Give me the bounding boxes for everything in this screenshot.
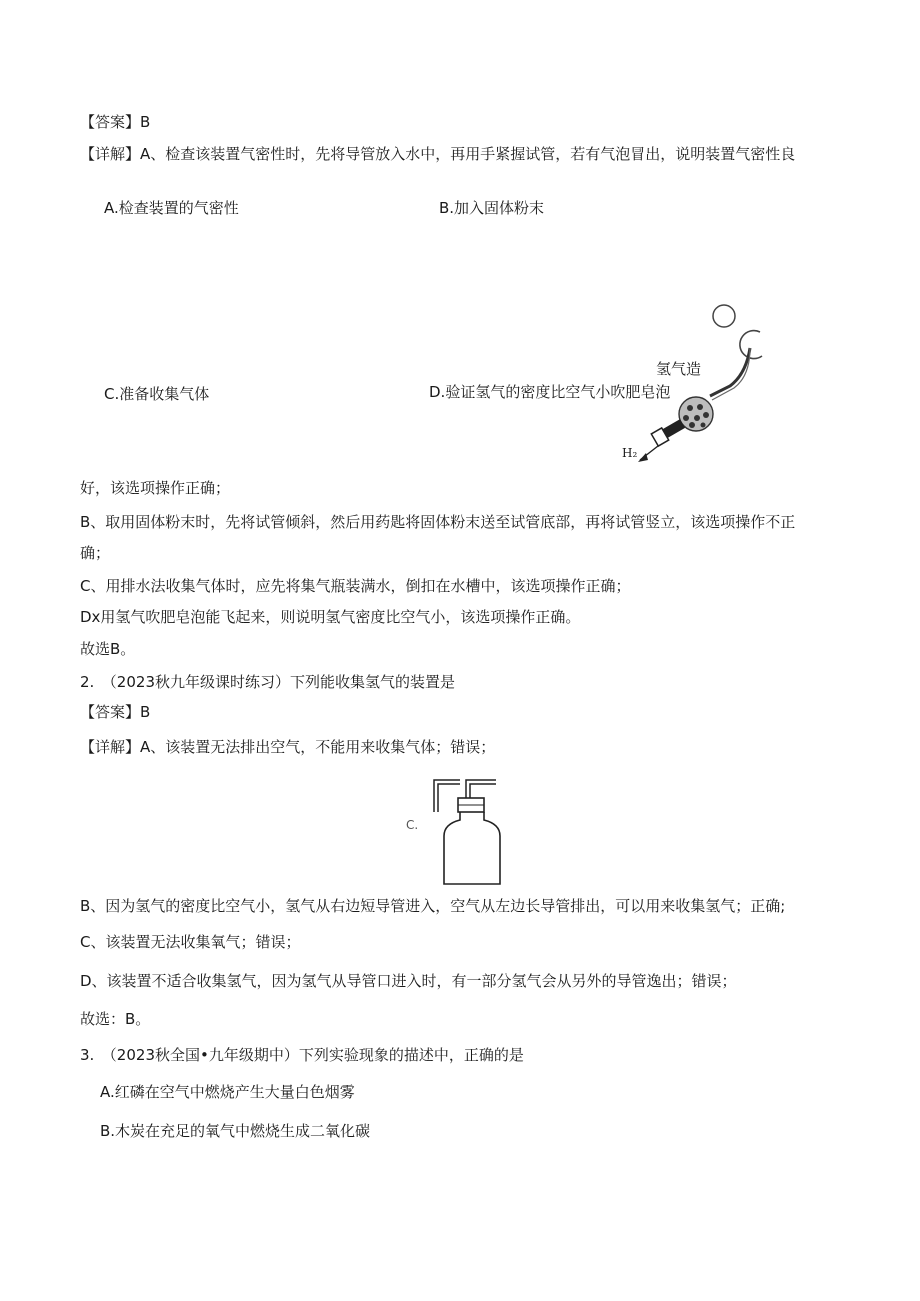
q1-detail-line6: Dx用氢气吹肥皂泡能飞起来，则说明氢气密度比空气小，该选项操作正确。 — [80, 608, 581, 626]
q1-detail-line5: C、用排水法收集气体时，应先将集气瓶装满水，倒扣在水槽中，该选项操作正确； — [80, 577, 631, 595]
q1-option-c: C.准备收集气体 — [104, 385, 210, 403]
gas-bottle-drawing — [400, 774, 510, 892]
q1-option-d: D.验证氢气的密度比空气小吹肥皂泡 — [429, 383, 671, 401]
q1-detail-line4: 确； — [80, 544, 111, 562]
hydrogen-label: 氢气造 — [656, 360, 702, 378]
q1-conclusion: 故选B。 — [80, 640, 136, 658]
q1-answer: 【答案】B — [80, 113, 151, 131]
gas-bottle-figure — [400, 774, 510, 892]
q2-detail-line1: 【详解】A、该装置无法排出空气，不能用来收集气体；错误； — [80, 738, 496, 756]
q1-detail-line2: 好，该选项操作正确； — [80, 479, 231, 497]
q3-option-b: B.木炭在充足的氧气中燃烧生成二氧化碳 — [100, 1122, 371, 1140]
bottle-label: C. — [406, 818, 419, 832]
q1-detail-line3: B、取用固体粉末时，先将试管倾斜，然后用药匙将固体粉末送至试管底部，再将试管竖立，该选项操作不正 — [80, 513, 796, 531]
q2-stem: 2. （2023秋九年级课时练习）下列能收集氢气的装置是 — [80, 673, 455, 691]
q1-option-a: A.检查装置的气密性 — [104, 199, 239, 217]
q2-detail-line2: B、因为氢气的密度比空气小，氢气从右边短导管进入，空气从左边长导管排出，可以用来收集氢气；正确; — [80, 897, 786, 915]
q2-detail-line3: C、该装置无法收集氧气；错误； — [80, 933, 301, 951]
q3-stem: 3. （2023秋全国•九年级期中）下列实验现象的描述中，正确的是 — [80, 1046, 524, 1064]
q2-answer: 【答案】B — [80, 703, 151, 721]
q2-detail-line4: D、该装置不适合收集氢气，因为氢气从导管口进入时，有一部分氢气会从另外的导管逸出；错误； — [80, 972, 737, 990]
q1-detail-line1: 【详解】A、检查该装置气密性时，先将导管放入水中，再用手紧握试管，若有气泡冒出，说明装置气密性良 — [80, 145, 796, 163]
h2-label: H₂ — [622, 446, 638, 460]
q1-option-b: B.加入固体粉末 — [439, 199, 545, 217]
q3-option-a: A.红磷在空气中燃烧产生大量白色烟雾 — [100, 1083, 355, 1101]
q2-conclusion: 故选：B。 — [80, 1010, 151, 1028]
hydrogen-bubble-figure — [600, 270, 800, 480]
